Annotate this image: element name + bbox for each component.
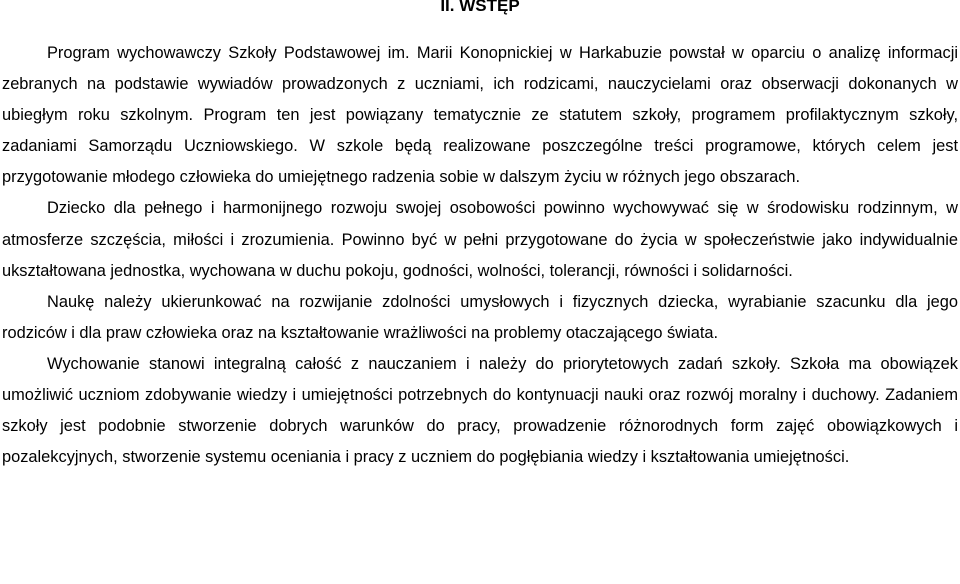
paragraph-1: Program wychowawczy Szkoły Podstawowej im. Marii Konopnickiej w Harkabuzie powstał w oparciu o analizę informacji zebranych na podstawie wywiadów prowadzonych z uczniami, ich rodzicami, nauczycielami oraz obserwacji dokonanych w ubiegłym roku szkolnym. Program ten jest powiązany tematycznie ze statutem szkoły, programem profilaktycznym szkoły, zadaniami Samorządu Uczniowskiego. W szkole będą realizowane poszczególne treści programowe, których celem jest przygotowanie młodego człowieka do umiejętnego radzenia sobie w dalszym życiu w różnych jego obszarach.	[2, 44, 958, 187]
paragraph-4: Wychowanie stanowi integralną całość z nauczaniem i należy do priorytetowych zadań szkoły. Szkoła ma obowiązek umożliwić uczniom zdobywanie wiedzy i umiejętności potrzebnych do kontynuacji nauki oraz rozwój moralny i duchowy. Zadaniem szkoły jest podobnie stworzenie dobrych warunków do pracy, prowadzenie różnorodnych form zajęć obowiązkowych i pozalekcyjnych, stworzenie systemu oceniania i pracy z uczniem do pogłębiania wiedzy i kształtowania umiejętności.	[2, 354, 958, 467]
paragraph-3: Naukę należy ukierunkować na rozwijanie zdolności umysłowych i fizycznych dziecka, wyrabianie szacunku dla jego rodziców i dla praw człowieka oraz na kształtowanie wrażliwości na problemy otaczającego świata.	[2, 292, 958, 342]
document-body	[2, 38, 958, 473]
section-heading: II. WSTĘP	[440, 0, 520, 15]
paragraph-2: Dziecko dla pełnego i harmonijnego rozwoju swojej osobowości powinno wychowywać się w środowisku rodzinnym, w atmosferze szczęścia, miłości i zrozumienia. Powinno być w pełni przygotowane do życia w społeczeństwie jako indywidualnie ukształtowana jednostka, wychowana w duchu pokoju, godności, wolności, tolerancji, równości i solidarności.	[2, 199, 958, 280]
